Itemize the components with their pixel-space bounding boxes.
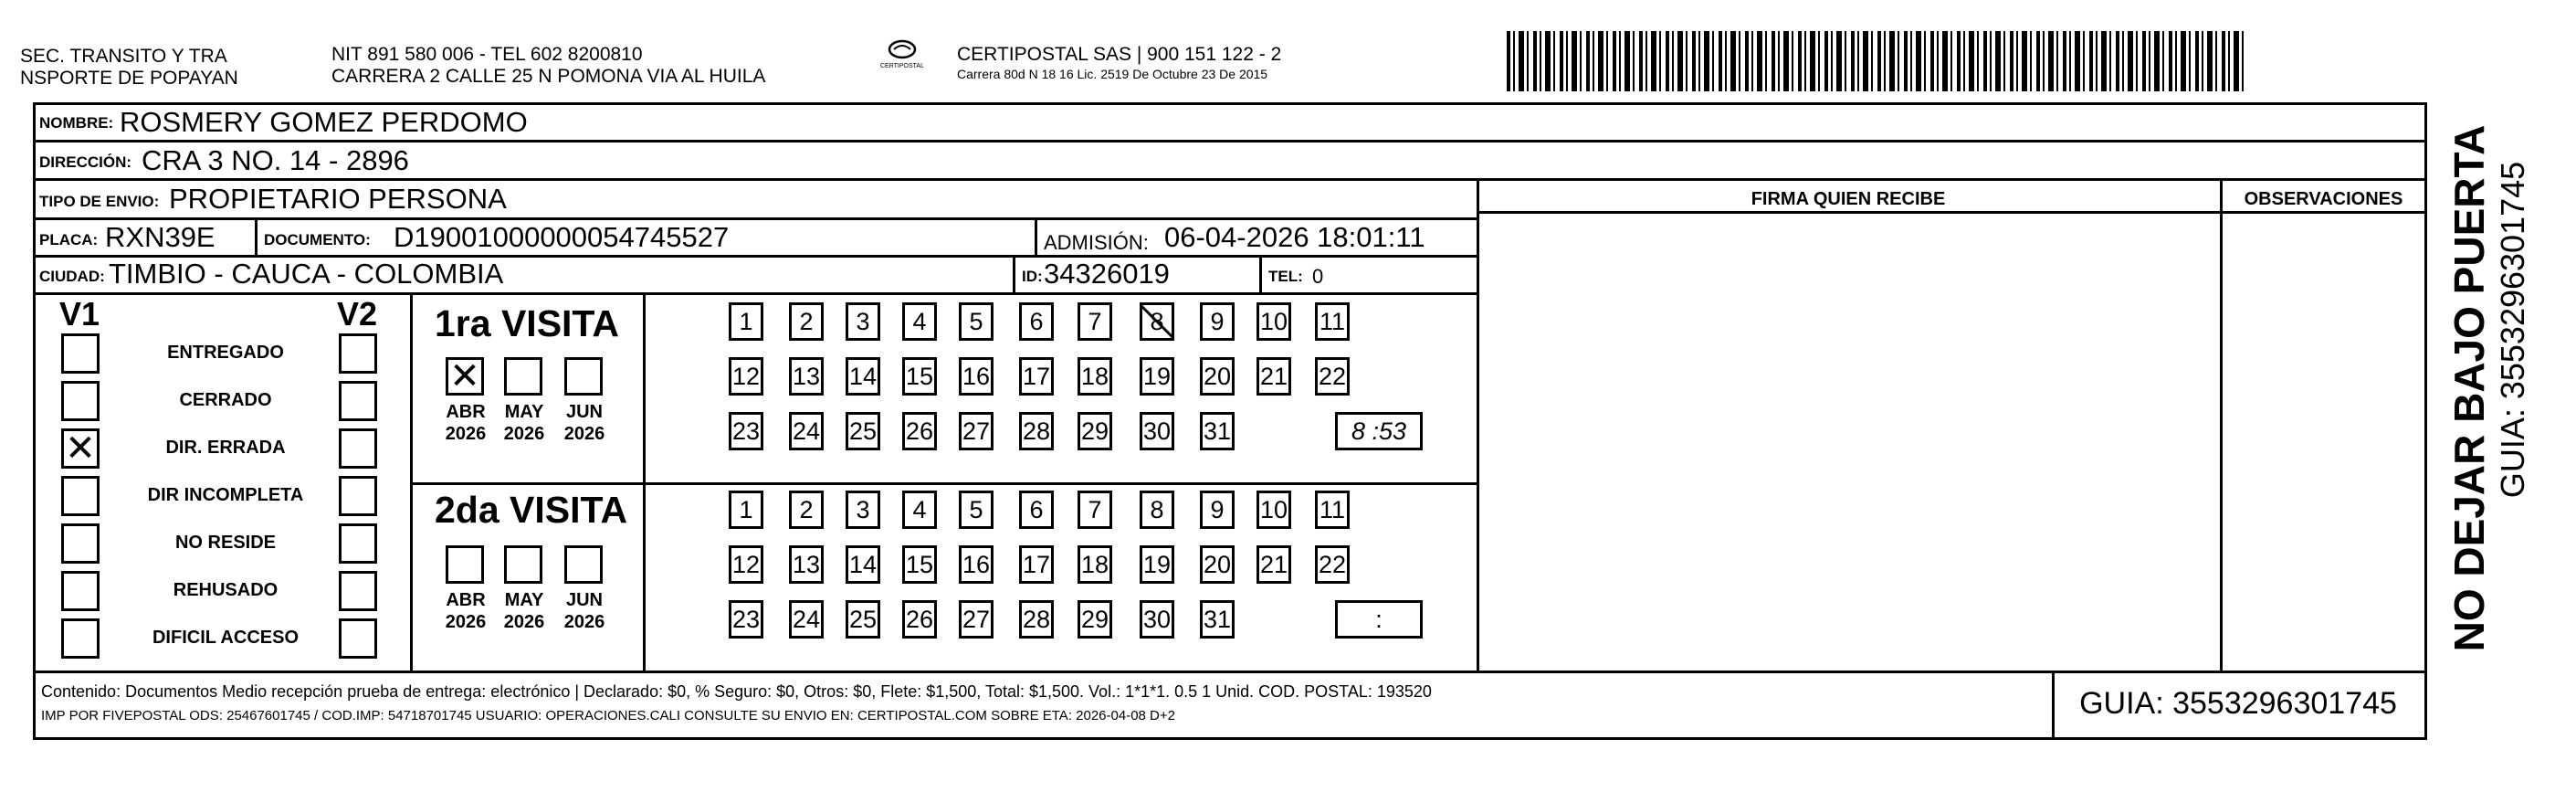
day-box[interactable]: 25 xyxy=(846,412,880,450)
nit-line1: NIT 891 580 006 - TEL 602 8200810 xyxy=(331,44,643,65)
day-box[interactable]: 31 xyxy=(1200,600,1235,639)
status-option-label: DIR INCOMPLETA xyxy=(147,485,304,505)
placa-label: PLACA: xyxy=(39,231,99,248)
ciudad-value: TIMBIO - CAUCA - COLOMBIA xyxy=(109,258,504,290)
month-checkbox[interactable]: ✕ xyxy=(446,357,484,396)
day-box[interactable]: 1 xyxy=(729,491,763,529)
month-label: ABR xyxy=(446,402,486,422)
logo-icon xyxy=(887,38,918,60)
day-box[interactable]: 25 xyxy=(846,600,880,639)
day-box[interactable]: 4 xyxy=(902,302,937,341)
tel-divider xyxy=(1259,258,1262,292)
day-box[interactable]: 13 xyxy=(789,357,824,396)
direccion-value: CRA 3 NO. 14 - 2896 xyxy=(142,144,409,176)
admision-divider xyxy=(1035,220,1037,255)
v1-checkbox[interactable] xyxy=(61,476,100,516)
firma-left-border xyxy=(1477,181,1479,671)
day-box[interactable]: 2 xyxy=(789,302,824,341)
sender-block xyxy=(20,46,238,90)
day-box[interactable]: 21 xyxy=(1256,357,1291,396)
day-box[interactable]: 30 xyxy=(1140,600,1174,639)
day-box[interactable]: 9 xyxy=(1200,302,1235,341)
placa-divider xyxy=(255,220,258,255)
day-box[interactable]: 17 xyxy=(1019,357,1054,396)
day-box[interactable]: 24 xyxy=(789,412,824,450)
day-box[interactable]: 3 xyxy=(846,491,880,529)
day-box[interactable]: 20 xyxy=(1200,545,1235,584)
status-option-label: DIR. ERRADA xyxy=(165,438,286,458)
company-block xyxy=(957,44,1281,82)
day-box[interactable]: 16 xyxy=(959,357,994,396)
month-label: JUN xyxy=(565,402,603,422)
month-year: 2026 xyxy=(503,612,545,632)
v1-checkbox[interactable] xyxy=(61,381,100,421)
month-year: 2026 xyxy=(445,424,487,444)
side-text xyxy=(2427,124,2573,658)
id-label: ID: xyxy=(1022,268,1043,285)
v2-checkbox[interactable] xyxy=(339,428,377,469)
right-header-line xyxy=(1477,211,2424,214)
tipo-row xyxy=(36,181,1477,220)
certipostal-logo xyxy=(875,38,930,69)
sender-line2: NSPORTE DE POPAYAN xyxy=(20,68,238,89)
observaciones-header: OBSERVACIONES xyxy=(2244,189,2403,209)
day-box[interactable]: 8 xyxy=(1140,302,1174,341)
month-checkbox[interactable] xyxy=(564,357,603,396)
day-box[interactable]: 6 xyxy=(1019,491,1054,529)
day-box[interactable]: 6 xyxy=(1019,302,1054,341)
month-checkbox[interactable] xyxy=(504,357,542,396)
id-value: 34326019 xyxy=(1044,258,1170,290)
month-checkbox[interactable] xyxy=(446,545,484,584)
day-box[interactable]: 15 xyxy=(902,545,937,584)
status-option-label: CERRADO xyxy=(179,390,272,410)
day-box[interactable]: 26 xyxy=(902,412,937,450)
day-box[interactable]: 12 xyxy=(729,357,763,396)
tel-label: TEL: xyxy=(1268,268,1303,285)
direccion-label: DIRECCIÓN: xyxy=(39,153,132,171)
day-box[interactable]: 22 xyxy=(1315,545,1350,584)
form-frame xyxy=(33,102,2427,740)
placa-row xyxy=(36,220,1477,258)
sender-line1: SEC. TRANSITO Y TRA xyxy=(20,46,227,67)
id-divider xyxy=(1013,258,1015,292)
day-box[interactable]: 30 xyxy=(1140,412,1174,450)
day-box[interactable]: 27 xyxy=(959,412,994,450)
day-box[interactable]: 29 xyxy=(1078,412,1112,450)
barcode xyxy=(1507,31,2246,91)
company-line2: Carrera 80d N 18 16 Lic. 2519 De Octubre 23 De 2015 xyxy=(957,67,1268,81)
visits-section xyxy=(413,295,1477,671)
ciudad-label: CIUDAD: xyxy=(39,268,105,285)
documento-value: D19001000000054745527 xyxy=(394,221,730,253)
day-box[interactable]: 12 xyxy=(729,545,763,584)
day-box[interactable]: 19 xyxy=(1140,545,1174,584)
v1-checkbox[interactable] xyxy=(61,523,100,564)
nit-line2: CARRERA 2 CALLE 25 N POMONA VIA AL HUILA xyxy=(331,66,766,87)
no-dejar-text: NO DEJAR BAJO PUERTA xyxy=(2445,124,2493,652)
v2-checkbox[interactable] xyxy=(339,618,377,659)
tel-value: 0 xyxy=(1312,265,1324,288)
day-box[interactable]: 1 xyxy=(729,302,763,341)
day-box[interactable]: 23 xyxy=(729,412,763,450)
company-line1: CERTIPOSTAL SAS | 900 151 122 - 2 xyxy=(957,44,1282,65)
month-label: MAY xyxy=(504,590,544,610)
v1-checkbox[interactable] xyxy=(61,571,100,611)
v2-checkbox[interactable] xyxy=(339,571,377,611)
day-box[interactable]: 27 xyxy=(959,600,994,639)
footer-guia: GUIA: 3553296301745 xyxy=(2079,686,2397,721)
second-visit-label: 2da VISITA xyxy=(435,489,628,531)
month-year: 2026 xyxy=(563,424,605,444)
day-box[interactable]: 13 xyxy=(789,545,824,584)
status-section xyxy=(36,295,413,671)
placa-value: RXN39E xyxy=(105,221,216,253)
month-year: 2026 xyxy=(445,612,487,632)
tipo-label: TIPO DE ENVIO: xyxy=(39,193,160,210)
nombre-value: ROSMERY GOMEZ PERDOMO xyxy=(120,106,528,138)
day-box[interactable]: 19 xyxy=(1140,357,1174,396)
footer-line2: IMP POR FIVEPOSTAL ODS: 25467601745 / COD.IMP: 54718701745 USUARIO: OPERACIONES.CALI CONSULTE SU ENVIO EN: CERTIPOSTAL.COM SOBRE ETA: 2026-04-08 D+2 xyxy=(41,708,1175,723)
nit-block xyxy=(331,44,765,88)
firma-header: FIRMA QUIEN RECIBE xyxy=(1751,189,1946,209)
day-box[interactable]: 4 xyxy=(902,491,937,529)
day-box[interactable]: 15 xyxy=(902,357,937,396)
status-option-label: DIFICIL ACCESO xyxy=(152,628,299,648)
v2-checkbox[interactable] xyxy=(339,333,377,374)
day-box[interactable]: 11 xyxy=(1315,302,1350,341)
day-box[interactable]: 5 xyxy=(959,491,994,529)
day-box[interactable]: 18 xyxy=(1078,545,1112,584)
v2-checkbox[interactable] xyxy=(339,476,377,516)
v1-checkbox[interactable]: ✕ xyxy=(61,428,100,469)
documento-label: DOCUMENTO: xyxy=(264,231,371,248)
v2-checkbox[interactable] xyxy=(339,381,377,421)
status-option-label: REHUSADO xyxy=(173,580,279,600)
tipo-value: PROPIETARIO PERSONA xyxy=(169,183,507,215)
month-label: ABR xyxy=(446,590,486,610)
month-checkbox[interactable] xyxy=(564,545,603,584)
day-box[interactable]: 11 xyxy=(1315,491,1350,529)
first-visit-label: 1ra VISITA xyxy=(435,302,620,344)
day-box[interactable]: 24 xyxy=(789,600,824,639)
admision-label: ADMISIÓN: xyxy=(1044,231,1149,254)
v2-checkbox[interactable] xyxy=(339,523,377,564)
day-box[interactable]: 28 xyxy=(1019,600,1054,639)
day-box[interactable]: 22 xyxy=(1315,357,1350,396)
month-year: 2026 xyxy=(563,612,605,632)
footer-line1: Contenido: Documentos Medio recepción prueba de entrega: electrónico | Declarado: $0, % Seguro: $0, Otros: $0, Flete: $1,500, Total: $1,500. Vol.: 1*1*1. 0.5 1 Unid. COD. POSTAL: 193520 xyxy=(41,682,1432,701)
ciudad-row xyxy=(36,258,1477,295)
visits-midline xyxy=(413,482,1477,485)
nombre-label: NOMBRE: xyxy=(39,114,114,132)
logo-text: CERTIPOSTAL xyxy=(880,63,924,69)
day-box[interactable]: 5 xyxy=(959,302,994,341)
day-box[interactable]: 10 xyxy=(1256,491,1291,529)
v2-label: V2 xyxy=(337,295,378,333)
day-box[interactable]: 8 xyxy=(1140,491,1174,529)
nombre-row xyxy=(36,105,2424,143)
day-box[interactable]: 2 xyxy=(789,491,824,529)
month-year: 2026 xyxy=(503,424,545,444)
direccion-row xyxy=(36,143,2424,181)
day-box[interactable]: 21 xyxy=(1256,545,1291,584)
day-box[interactable]: 20 xyxy=(1200,357,1235,396)
month-label: MAY xyxy=(504,402,544,422)
month-label: JUN xyxy=(565,590,603,610)
day-box[interactable]: 29 xyxy=(1078,600,1112,639)
footer-line xyxy=(36,671,2424,673)
day-box[interactable]: 28 xyxy=(1019,412,1054,450)
v1-checkbox[interactable] xyxy=(61,618,100,659)
side-guia-text: GUIA: 3553296301745 xyxy=(2494,161,2531,499)
status-option-label: ENTREGADO xyxy=(167,343,284,363)
admision-value: 06-04-2026 18:01:11 xyxy=(1164,221,1425,253)
day-box[interactable]: 26 xyxy=(902,600,937,639)
day-box[interactable]: 7 xyxy=(1078,491,1112,529)
day-box[interactable]: 14 xyxy=(846,545,880,584)
month-checkbox[interactable] xyxy=(504,545,542,584)
day-box[interactable]: 23 xyxy=(729,600,763,639)
day-box[interactable]: 9 xyxy=(1200,491,1235,529)
day-box[interactable]: 18 xyxy=(1078,357,1112,396)
time-box[interactable]: 8 :53 xyxy=(1335,412,1423,450)
day-box[interactable]: 14 xyxy=(846,357,880,396)
day-box[interactable]: 3 xyxy=(846,302,880,341)
day-box[interactable]: 17 xyxy=(1019,545,1054,584)
day-box[interactable]: 7 xyxy=(1078,302,1112,341)
status-option-label: NO RESIDE xyxy=(174,533,277,553)
v1-label: V1 xyxy=(59,295,100,333)
day-box[interactable]: 16 xyxy=(959,545,994,584)
obs-left-border xyxy=(2220,181,2223,671)
time-box[interactable]: : xyxy=(1335,600,1423,639)
v1-checkbox[interactable] xyxy=(61,333,100,374)
day-box[interactable]: 10 xyxy=(1256,302,1291,341)
day-box[interactable]: 31 xyxy=(1200,412,1235,450)
